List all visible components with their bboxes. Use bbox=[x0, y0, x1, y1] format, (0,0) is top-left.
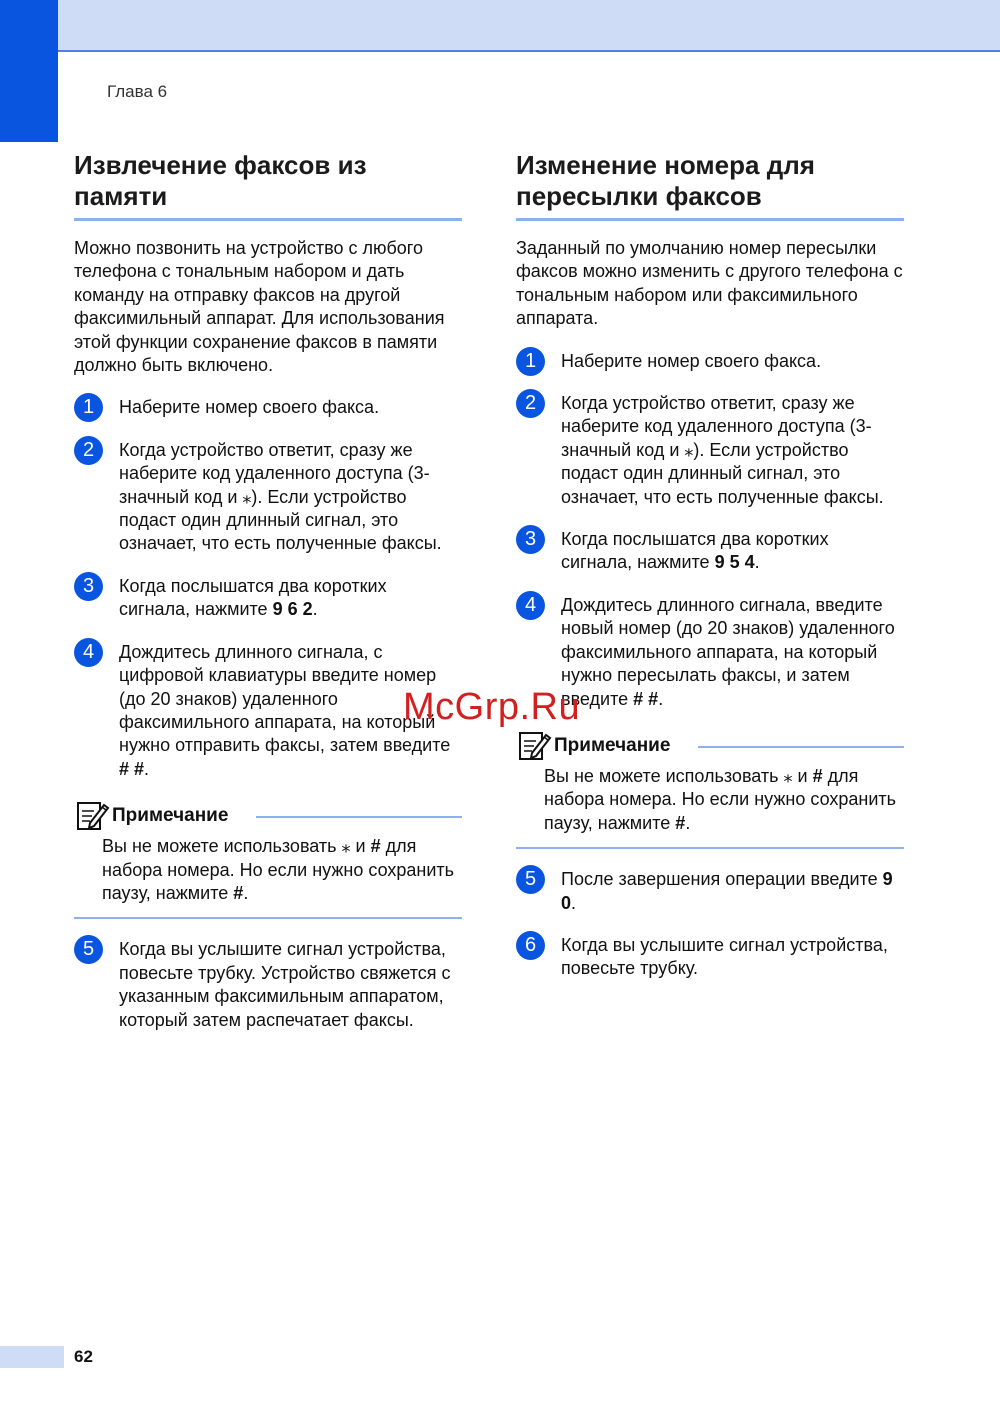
step-number-icon: 4 bbox=[516, 591, 545, 620]
note-text-part: для набора номера. Но если нужно сохранить паузу, нажмите bbox=[102, 836, 455, 903]
step-text: Дождитесь длинного сигнала, с цифровой клавиатуры введите номер (до 20 знаков) удаленного факсимильного аппарата, на который нужно отправить факсы, затем введите bbox=[119, 641, 451, 756]
step-number-icon: 6 bbox=[516, 931, 545, 960]
page-number: 62 bbox=[74, 1347, 93, 1366]
hash-key: # bbox=[675, 812, 686, 833]
step-text: Когда послышатся два коротких сигнала, нажмите bbox=[119, 575, 387, 620]
note-title: Примечание bbox=[112, 805, 229, 827]
step-text: После завершения операции введите bbox=[561, 869, 883, 890]
step-2 bbox=[516, 392, 904, 509]
note-text-part: Вы не можете использовать ⁎ и bbox=[544, 765, 813, 786]
key-sequence: 9 5 4 bbox=[714, 552, 755, 573]
note-header-rule bbox=[698, 746, 904, 748]
left-column bbox=[74, 150, 462, 1032]
step-text-end: . bbox=[144, 758, 150, 779]
step-number-icon: 5 bbox=[516, 865, 545, 894]
header-band bbox=[0, 0, 1000, 52]
right-column bbox=[516, 150, 904, 981]
step-number-icon: 2 bbox=[516, 389, 545, 418]
step-number-icon: 1 bbox=[74, 393, 103, 422]
title-rule bbox=[516, 218, 904, 221]
step-number-icon: 3 bbox=[74, 572, 103, 601]
note-title: Примечание bbox=[554, 734, 671, 756]
key-sequence: # # bbox=[119, 758, 145, 779]
step-number-icon: 5 bbox=[74, 935, 103, 964]
note-text-part: Вы не можете использовать ⁎ и bbox=[102, 836, 371, 857]
step-text-end: . bbox=[571, 892, 577, 913]
key-sequence: 9 6 2 bbox=[272, 599, 313, 620]
step-5 bbox=[516, 868, 904, 915]
note-text bbox=[74, 835, 462, 905]
step-text-end: . bbox=[754, 552, 760, 573]
step-number-icon: 4 bbox=[74, 638, 103, 667]
note-header-rule bbox=[256, 816, 462, 818]
note-bottom-rule bbox=[516, 847, 904, 849]
section-title-retrieve: Извлечение факсов из памяти bbox=[74, 150, 367, 211]
step-number-icon: 3 bbox=[516, 525, 545, 554]
step-3 bbox=[74, 575, 462, 622]
step-text: Наберите номер своего факса. bbox=[119, 397, 380, 418]
note-bottom-rule bbox=[74, 917, 462, 919]
step-6 bbox=[516, 934, 904, 981]
section-title-change-number: Изменение номера для пересылки факсов bbox=[516, 150, 815, 211]
intro-paragraph: Можно позвонить на устройство с любого телефона с тональным набором и дать команду на отправку факсов на другой факсимильный аппарат. Для использования этой функции сохранение факсов в памяти должно быть включено. bbox=[74, 238, 445, 376]
note-box bbox=[74, 803, 462, 919]
note-text-end: . bbox=[685, 812, 691, 833]
key-sequence: # # bbox=[633, 688, 659, 709]
step-text: Дождитесь длинного сигнала, введите новый номер (до 20 знаков) удаленного факсимильного аппарата, на который нужно пересылать факсы, и затем введите bbox=[561, 594, 895, 709]
header-rule bbox=[58, 50, 1000, 52]
note-header bbox=[74, 803, 462, 831]
note-pencil-icon bbox=[76, 799, 110, 831]
note-pencil-icon bbox=[518, 729, 552, 761]
hash-key: # bbox=[233, 882, 244, 903]
note-text-part: для набора номера. Но если нужно сохранить паузу, нажмите bbox=[544, 765, 897, 833]
note-header bbox=[516, 733, 904, 761]
hash-key: # bbox=[370, 836, 381, 857]
note-box bbox=[516, 733, 904, 849]
chapter-label: Глава 6 bbox=[107, 82, 168, 101]
step-number-icon: 2 bbox=[74, 436, 103, 465]
step-number-icon: 1 bbox=[516, 347, 545, 376]
footer-band bbox=[0, 1346, 64, 1368]
chapter-tab bbox=[0, 0, 58, 142]
key-sequence: 9 0 bbox=[561, 869, 893, 913]
step-text: Когда вы услышите сигнал устройства, повесьте трубку. bbox=[561, 934, 888, 979]
step-text-end: . bbox=[658, 688, 664, 709]
step-3 bbox=[516, 528, 904, 575]
step-5 bbox=[74, 938, 462, 1032]
step-2 bbox=[74, 439, 462, 556]
intro-paragraph: Заданный по умолчанию номер пересылки факсов можно изменить с другого телефона с тональным набором или факсимильного аппарата. bbox=[516, 238, 903, 329]
title-rule bbox=[74, 218, 462, 221]
step-text: Когда послышатся два коротких сигнала, нажмите bbox=[561, 529, 829, 573]
step-1 bbox=[516, 350, 904, 373]
step-text-end: . bbox=[312, 599, 318, 620]
watermark: McGrp.Ru bbox=[403, 686, 581, 728]
step-1 bbox=[74, 396, 462, 419]
step-text: Когда устройство ответит, сразу же наберите код удаленного доступа (3-значный код и ⁎). Если устройство подаст один длинный сигнал, это означает, что есть полученные факсы. bbox=[119, 439, 442, 554]
hash-key: # bbox=[812, 765, 823, 786]
step-text: Когда вы услышите сигнал устройства, повесьте трубку. Устройство свяжется с указанным факсимильным аппаратом, который затем распечатает факсы. bbox=[119, 939, 451, 1030]
note-text-end: . bbox=[243, 882, 249, 903]
note-text bbox=[516, 765, 904, 835]
step-text: Когда устройство ответит, сразу же наберите код удаленного доступа (3-значный код и ⁎). Если устройство подаст один длинный сигнал, это означает, что есть полученные факсы. bbox=[561, 393, 884, 507]
step-text: Наберите номер своего факса. bbox=[561, 350, 822, 371]
